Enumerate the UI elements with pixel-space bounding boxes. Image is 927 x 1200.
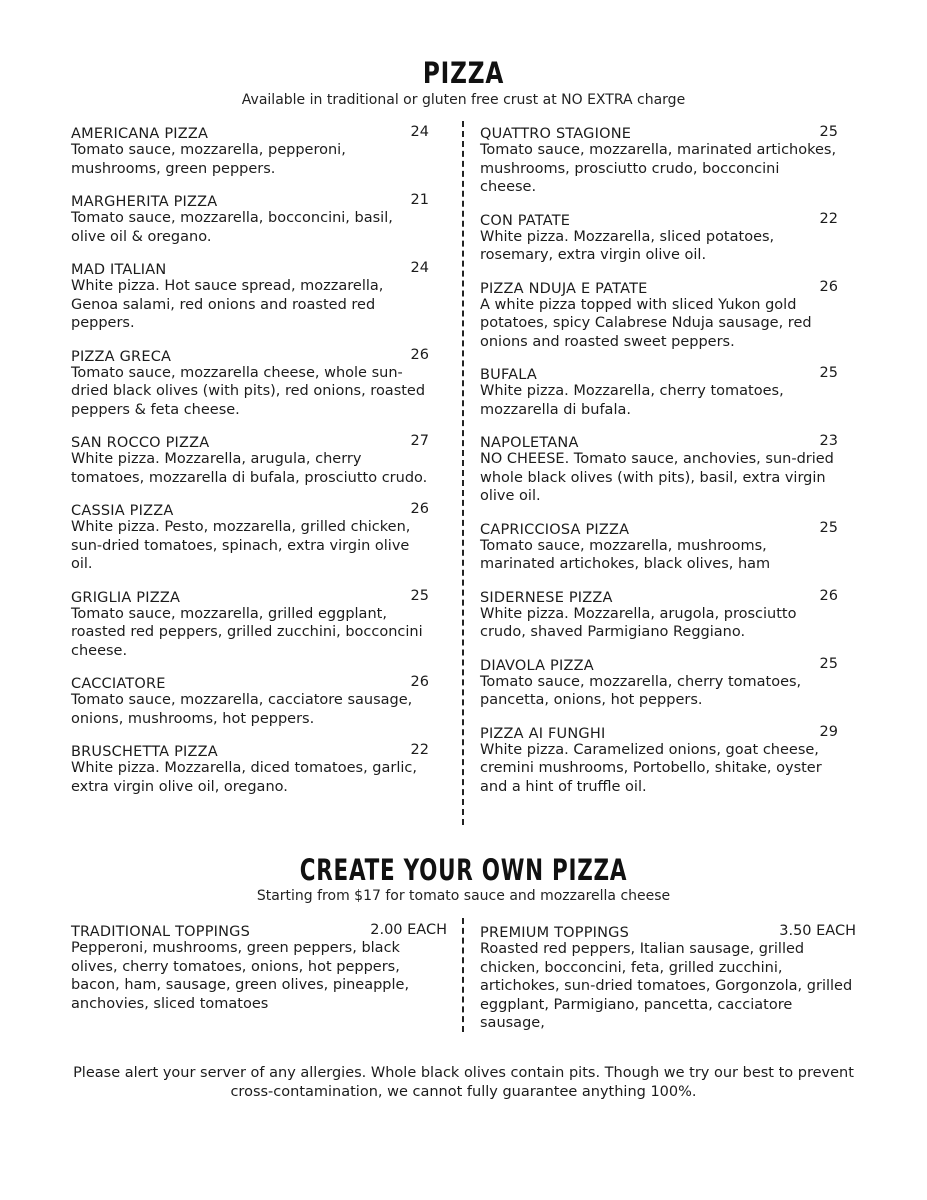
- premium-toppings-name: PREMIUM TOPPINGS: [480, 925, 630, 941]
- create-your-own-subtitle: Starting from $17 for tomato sauce and mozzarella cheese: [256, 888, 671, 904]
- create-your-own-title: CREATE YOUR OWN PIZZA: [299, 853, 628, 887]
- menu-item-description: Tomato sauce, mozzarella, cacciatore sausage, onions, mushrooms, hot peppers.: [71, 692, 413, 727]
- pizza-menu-left-column: [71, 123, 429, 796]
- allergy-notice: Please alert your server of any allergies. Whole black olives contain pits. Though we try our best to prevent cross-contamination, we cannot fully guarantee anything 100%.: [73, 1065, 854, 1100]
- menu-item-description: White pizza. Mozzarella, arugula, cherry tomatoes, mozzarella di bufala, prosciutto crudo.: [71, 451, 428, 486]
- traditional-toppings-price: 2.00 EACH: [370, 922, 447, 938]
- menu-item-price: 25: [410, 587, 429, 604]
- menu-item: [480, 723, 838, 797]
- toppings-divider: [462, 918, 464, 1032]
- menu-item-name: SAN ROCCO PIZZA: [71, 435, 210, 451]
- menu-item-price: 24: [410, 260, 429, 276]
- menu-item-price: 25: [819, 365, 838, 381]
- pizza-section-subtitle: Available in traditional or gluten free crust at NO EXTRA charge: [241, 92, 686, 108]
- menu-item-description: White pizza. Mozzarella, sliced potatoes, rosemary, extra virgin olive oil.: [480, 228, 775, 263]
- traditional-toppings-block: [71, 921, 447, 1013]
- menu-item-description: Tomato sauce, mozzarella, grilled eggplant, roasted red peppers, grilled zucchini, bocconcini cheese.: [71, 605, 423, 659]
- menu-item: [480, 210, 838, 265]
- menu-item-name: NAPOLETANA: [480, 435, 579, 451]
- menu-item-name: PIZZA GRECA: [71, 348, 172, 365]
- premium-toppings-list: Roasted red peppers, Italian sausage, grilled chicken, bocconcini, feta, grilled zucchini, artichokes, sun-dried tomatoes, Gorgonzola, grilled eggplant, Parmigiano, pancetta, cacciatore sausage,: [480, 941, 853, 1031]
- menu-item-price: 25: [819, 655, 838, 672]
- menu-item: [480, 655, 838, 710]
- menu-item-description: A white pizza topped with sliced Yukon gold potatoes, spicy Calabrese Nduja sausage, red onions and roasted sweet peppers.: [480, 296, 812, 350]
- menu-item-description: White pizza. Mozzarella, cherry tomatoes, mozzarella di bufala.: [480, 383, 784, 418]
- menu-item-description: Tomato sauce, mozzarella, pepperoni, mushrooms, green peppers.: [71, 142, 346, 177]
- menu-item: [71, 123, 429, 178]
- menu-item: [71, 500, 429, 574]
- menu-item: [71, 587, 429, 661]
- menu-item-price: 25: [819, 519, 838, 536]
- menu-item-name: CAPRICCIOSA PIZZA: [480, 521, 630, 538]
- menu-item-description: Tomato sauce, mozzarella, mushrooms, marinated artichokes, black olives, ham: [480, 537, 771, 572]
- menu-item-price: 26: [410, 346, 429, 363]
- menu-item-description: Tomato sauce, mozzarella, bocconcini, basil, olive oil & oregano.: [71, 210, 393, 245]
- menu-item-name: AMERICANA PIZZA: [71, 126, 209, 142]
- menu-item-name: CON PATATE: [480, 212, 571, 229]
- menu-item: [71, 191, 429, 246]
- menu-item-price: 22: [410, 742, 429, 758]
- pizza-section-title: PIZZA: [422, 56, 505, 90]
- menu-item-name: GRIGLIA PIZZA: [71, 589, 181, 606]
- menu-item-name: MARGHERITA PIZZA: [71, 194, 218, 210]
- menu-item-description: White pizza. Pesto, mozzarella, grilled chicken, sun-dried tomatoes, spinach, extra virgin olive oil.: [71, 519, 411, 572]
- menu-item-description: Tomato sauce, mozzarella, marinated artichokes, mushrooms, prosciutto crudo, bocconcini cheese.: [480, 142, 837, 195]
- menu-item-price: 29: [819, 723, 838, 740]
- menu-item: [480, 278, 838, 352]
- menu-item: [480, 587, 838, 642]
- menu-item-name: QUATTRO STAGIONE: [480, 126, 632, 142]
- menu-item-name: CASSIA PIZZA: [71, 503, 174, 519]
- menu-item-description: Tomato sauce, mozzarella cheese, whole sun-dried black olives (with pits), red onions, roasted peppers & feta cheese.: [71, 364, 426, 418]
- menu-item: [71, 432, 429, 487]
- menu-item-description: White pizza. Mozzarella, diced tomatoes, garlic, extra virgin olive oil, oregano.: [71, 760, 417, 795]
- traditional-toppings-list: Pepperoni, mushrooms, green peppers, black olives, cherry tomatoes, onions, hot peppers, bacon, ham, sausage, green olives, pineapple, anchovies, sliced tomatoes: [71, 940, 410, 1012]
- menu-item-description: White pizza. Caramelized onions, goat cheese, cremini mushrooms, Portobello, shitake, oyster and a hint of truffle oil.: [480, 741, 822, 795]
- menu-item: [71, 346, 429, 420]
- menu-item-name: PIZZA AI FUNGHI: [480, 725, 606, 742]
- menu-item-name: CACCIATORE: [71, 676, 166, 692]
- menu-item: [480, 123, 838, 197]
- menu-item-description: Tomato sauce, mozzarella, cherry tomatoes, pancetta, onions, hot peppers.: [480, 673, 802, 708]
- menu-item-price: 24: [410, 124, 429, 140]
- menu-item: [480, 519, 838, 574]
- menu-item: [71, 741, 429, 796]
- menu-item-price: 26: [819, 278, 838, 295]
- premium-toppings-block: [480, 922, 856, 1033]
- menu-item-price: 21: [410, 192, 429, 208]
- premium-toppings-price: 3.50 EACH: [779, 923, 856, 939]
- menu-item-price: 27: [410, 433, 429, 449]
- menu-item: [480, 432, 838, 506]
- menu-item-name: DIAVOLA PIZZA: [480, 657, 594, 674]
- menu-item-price: 26: [410, 501, 429, 517]
- menu-item-name: PIZZA NDUJA E PATATE: [480, 280, 648, 297]
- menu-item: [71, 673, 429, 728]
- menu-item-name: BRUSCHETTA PIZZA: [71, 744, 218, 760]
- menu-item-description: White pizza. Hot sauce spread, mozzarella, Genoa salami, red onions and roasted red peppers.: [71, 278, 384, 331]
- column-divider: [462, 121, 464, 825]
- menu-item-description: White pizza. Mozzarella, arugola, prosciutto crudo, shaved Parmigiano Reggiano.: [480, 605, 797, 640]
- menu-item-name: BUFALA: [480, 367, 538, 383]
- menu-item-price: 26: [819, 587, 838, 604]
- menu-item-price: 25: [819, 124, 838, 140]
- menu-item: [480, 364, 838, 419]
- menu-item-price: 22: [819, 210, 838, 227]
- menu-item-name: SIDERNESE PIZZA: [480, 589, 613, 606]
- menu-item-price: 23: [819, 433, 838, 449]
- menu-item-description: NO CHEESE. Tomato sauce, anchovies, sun-dried whole black olives (with pits), basil, extra virgin olive oil.: [480, 451, 834, 504]
- menu-item: [71, 259, 429, 333]
- menu-item-price: 26: [410, 674, 429, 690]
- menu-item-name: MAD ITALIAN: [71, 262, 167, 278]
- traditional-toppings-name: TRADITIONAL TOPPINGS: [71, 924, 251, 940]
- pizza-menu-right-column: [480, 123, 838, 796]
